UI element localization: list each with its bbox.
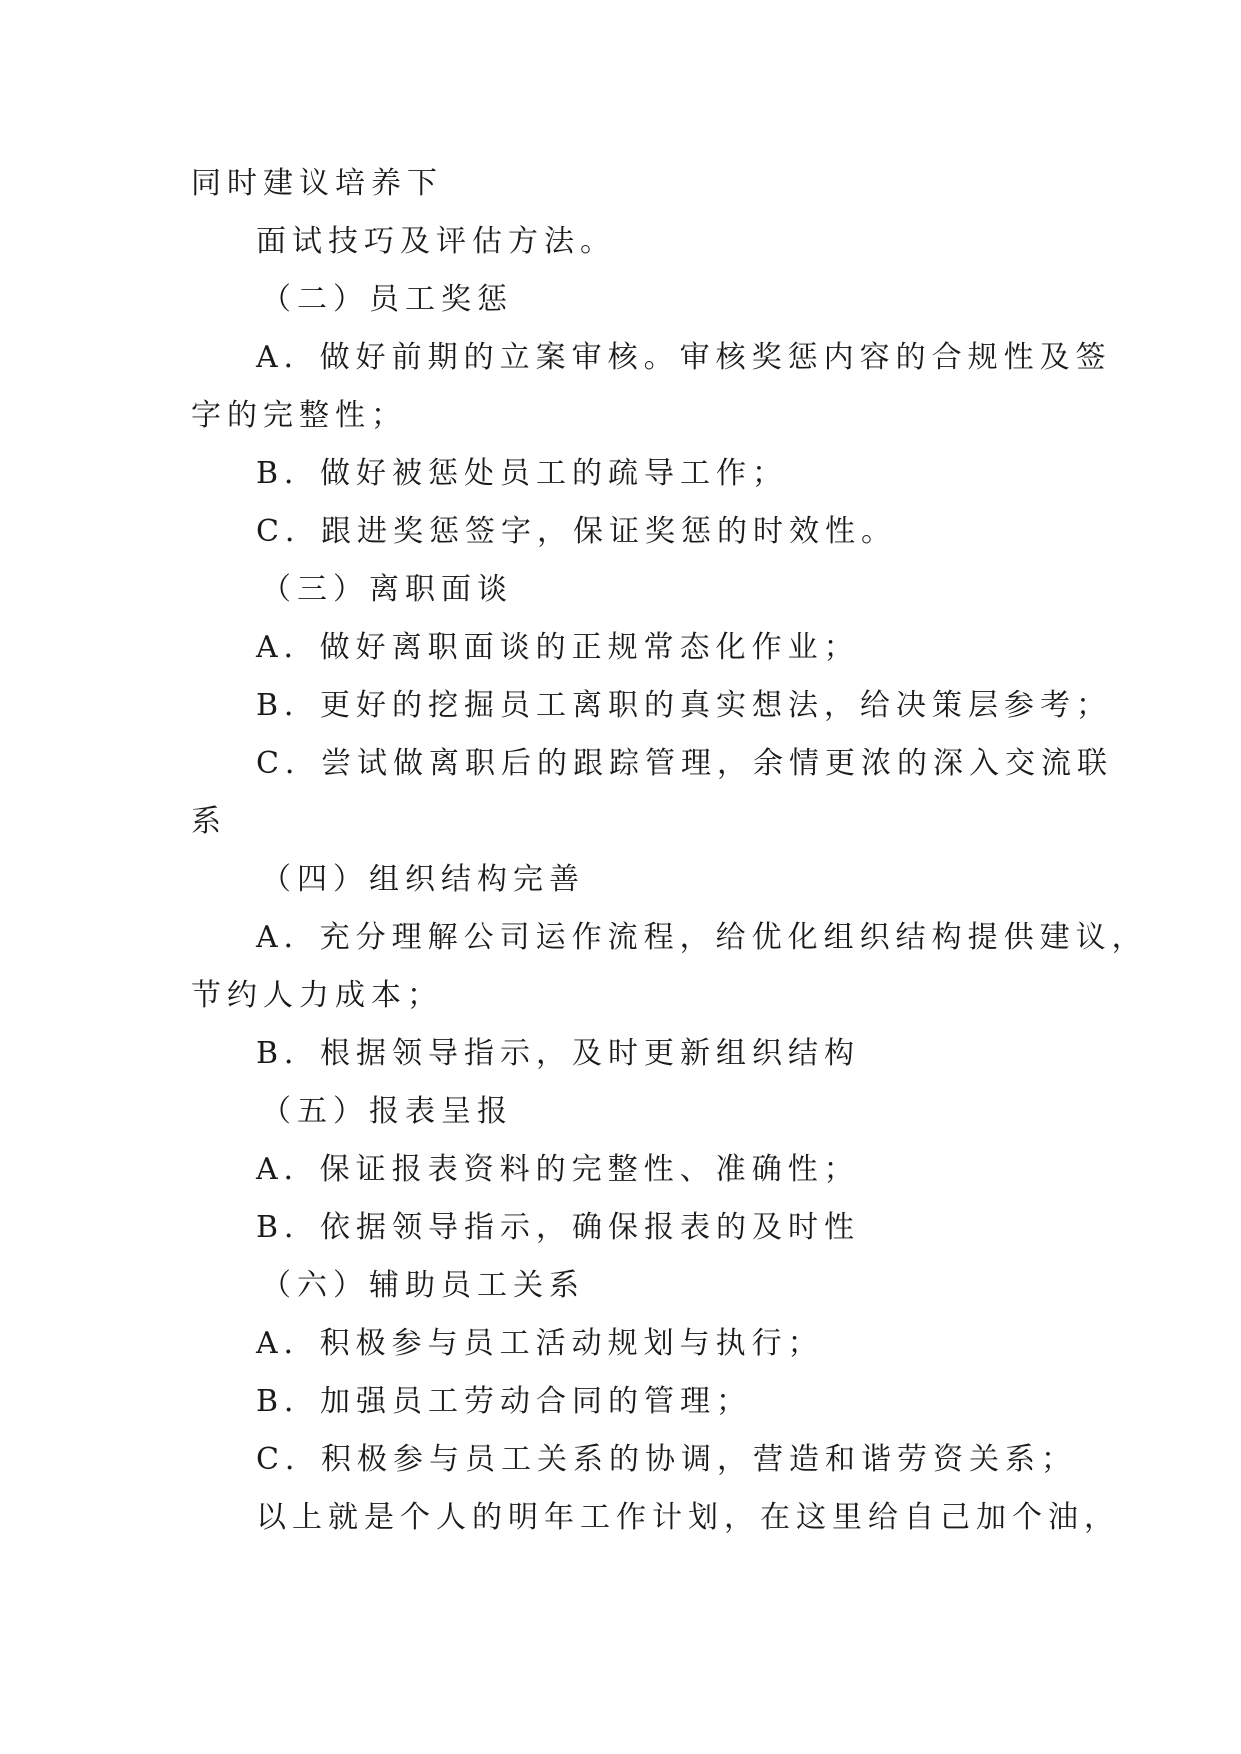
section-heading-3: （三）离职面谈 bbox=[261, 572, 513, 607]
text-line: B．更好的挖掘员工离职的真实想法，给决策层参考； bbox=[256, 688, 1113, 723]
text-line: 字的完整性； bbox=[191, 398, 407, 433]
text-line: B．加强员工劳动合同的管理； bbox=[256, 1384, 753, 1419]
text-line: 以上就是个人的明年工作计划，在这里给自己加个油， bbox=[256, 1500, 1120, 1535]
section-heading-5: （五）报表呈报 bbox=[261, 1094, 513, 1129]
text-line: C．跟进奖惩签字，保证奖惩的时效性。 bbox=[256, 514, 897, 549]
text-line: 节约人力成本； bbox=[191, 978, 443, 1013]
text-line: B．根据领导指示，及时更新组织结构 bbox=[256, 1036, 861, 1071]
text-line: C．尝试做离职后的跟踪管理，余情更浓的深入交流联 bbox=[256, 746, 1113, 781]
text-line: A．积极参与员工活动规划与执行； bbox=[256, 1326, 824, 1361]
text-line: A．充分理解公司运作流程，给优化组织结构提供建议， bbox=[256, 920, 1148, 955]
text-line: 面试技巧及评估方法。 bbox=[256, 224, 616, 259]
text-line: A．做好前期的立案审核。审核奖惩内容的合规性及签 bbox=[256, 340, 1112, 375]
text-line: B．做好被惩处员工的疏导工作； bbox=[256, 456, 789, 491]
text-line: B．依据领导指示，确保报表的及时性 bbox=[256, 1210, 861, 1245]
section-heading-2: （二）员工奖惩 bbox=[261, 282, 513, 317]
text-line: A．保证报表资料的完整性、准确性； bbox=[256, 1152, 860, 1187]
section-heading-6: （六）辅助员工关系 bbox=[261, 1268, 585, 1303]
section-heading-4: （四）组织结构完善 bbox=[261, 862, 585, 897]
text-line: 系 bbox=[191, 804, 227, 839]
text-line: 同时建议培养下 bbox=[191, 166, 443, 201]
text-line: A．做好离职面谈的正规常态化作业； bbox=[256, 630, 860, 665]
text-line: C．积极参与员工关系的协调，营造和谐劳资关系； bbox=[256, 1442, 1077, 1477]
